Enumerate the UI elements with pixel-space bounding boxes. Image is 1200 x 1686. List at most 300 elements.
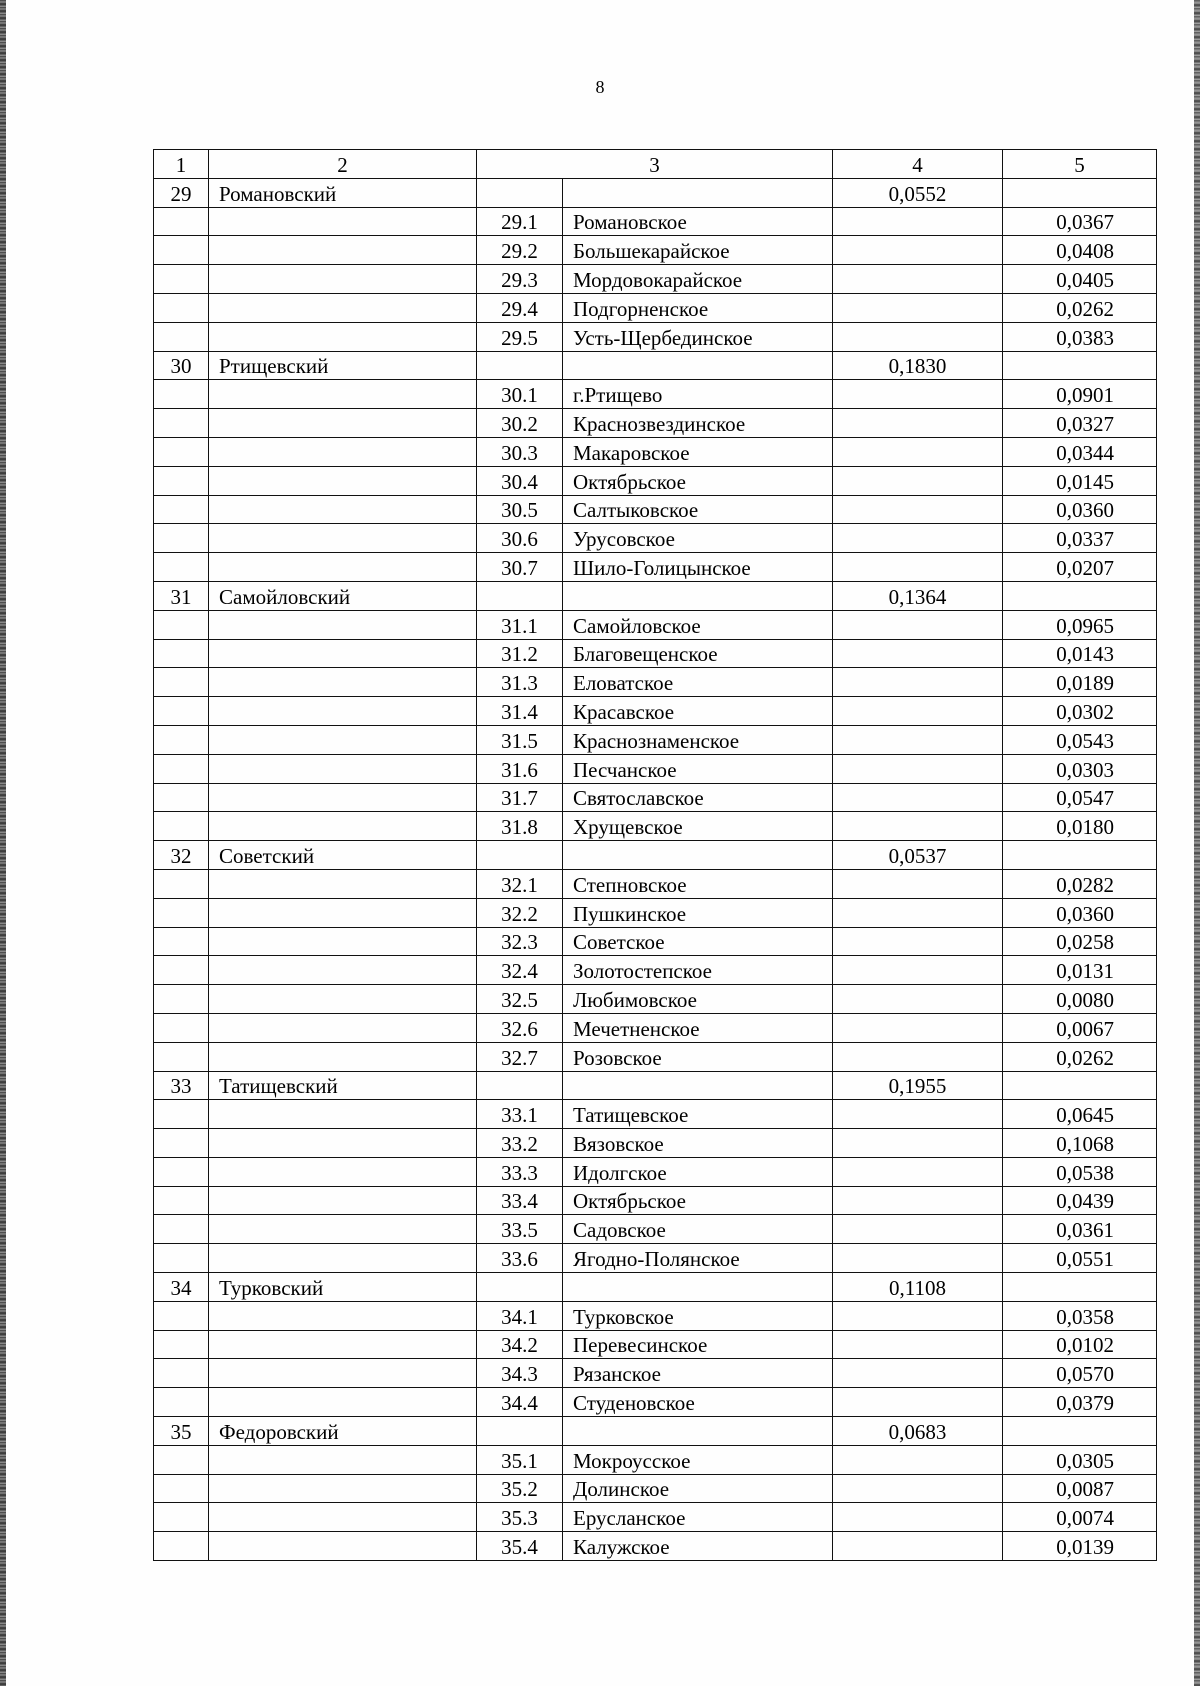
settlement-name: Макаровское — [563, 437, 833, 466]
settlement-code — [477, 178, 563, 207]
district-value — [833, 1100, 1003, 1129]
settlement-value — [1003, 1071, 1157, 1100]
district-number: 33 — [154, 1071, 209, 1100]
settlement-value: 0,0361 — [1003, 1215, 1157, 1244]
district-name: Самойловский — [209, 581, 477, 610]
district-row — [154, 178, 1157, 207]
district-name — [209, 869, 477, 898]
settlement-value: 0,0551 — [1003, 1244, 1157, 1273]
settlement-value: 0,0360 — [1003, 898, 1157, 927]
settlement-code — [477, 1273, 563, 1302]
district-number — [154, 754, 209, 783]
district-row — [154, 581, 1157, 610]
settlement-code: 35.1 — [477, 1445, 563, 1474]
district-value — [833, 927, 1003, 956]
settlement-value: 0,0303 — [1003, 754, 1157, 783]
settlement-name — [563, 1071, 833, 1100]
settlement-row — [154, 754, 1157, 783]
settlement-name: Октябрьское — [563, 466, 833, 495]
header-cell-1: 1 — [154, 150, 209, 179]
settlement-value: 0,0901 — [1003, 380, 1157, 409]
settlement-code: 29.4 — [477, 293, 563, 322]
district-name — [209, 1474, 477, 1503]
district-name: Татищевский — [209, 1071, 477, 1100]
district-value — [833, 1215, 1003, 1244]
settlement-value: 0,0360 — [1003, 495, 1157, 524]
district-number — [154, 927, 209, 956]
settlement-name: Золотостепское — [563, 956, 833, 985]
district-value — [833, 783, 1003, 812]
settlement-name: Подгорненское — [563, 293, 833, 322]
header-cell-2: 2 — [209, 150, 477, 179]
district-number — [154, 1129, 209, 1158]
settlement-value — [1003, 178, 1157, 207]
district-value: 0,0537 — [833, 841, 1003, 870]
district-name — [209, 1042, 477, 1071]
settlement-row — [154, 1301, 1157, 1330]
district-name — [209, 265, 477, 294]
settlement-row — [154, 466, 1157, 495]
settlement-code: 35.3 — [477, 1503, 563, 1532]
settlement-row — [154, 812, 1157, 841]
settlement-code: 32.2 — [477, 898, 563, 927]
district-number — [154, 697, 209, 726]
settlement-row — [154, 1359, 1157, 1388]
settlement-name: Усть-Щербединское — [563, 322, 833, 351]
district-name — [209, 207, 477, 236]
district-name — [209, 898, 477, 927]
settlement-row — [154, 437, 1157, 466]
settlement-value — [1003, 841, 1157, 870]
district-number — [154, 409, 209, 438]
district-name — [209, 1129, 477, 1158]
district-value — [833, 322, 1003, 351]
district-name — [209, 1301, 477, 1330]
settlement-value: 0,0570 — [1003, 1359, 1157, 1388]
settlement-value: 0,0358 — [1003, 1301, 1157, 1330]
district-name — [209, 1215, 477, 1244]
district-number: 35 — [154, 1417, 209, 1446]
settlement-code: 29.5 — [477, 322, 563, 351]
district-value: 0,1108 — [833, 1273, 1003, 1302]
settlement-code: 29.2 — [477, 236, 563, 265]
settlement-name: Урусовское — [563, 524, 833, 553]
settlement-code: 33.1 — [477, 1100, 563, 1129]
district-name: Советский — [209, 841, 477, 870]
settlement-value: 0,0139 — [1003, 1532, 1157, 1561]
settlement-code: 31.4 — [477, 697, 563, 726]
settlement-code: 34.4 — [477, 1388, 563, 1417]
district-name — [209, 1244, 477, 1273]
district-name — [209, 1388, 477, 1417]
settlement-code: 30.6 — [477, 524, 563, 553]
district-number: 29 — [154, 178, 209, 207]
district-value — [833, 1330, 1003, 1359]
settlement-value: 0,0258 — [1003, 927, 1157, 956]
settlement-value: 0,0087 — [1003, 1474, 1157, 1503]
settlement-code: 31.7 — [477, 783, 563, 812]
district-name — [209, 524, 477, 553]
settlement-code: 31.2 — [477, 639, 563, 668]
settlement-name: Перевесинское — [563, 1330, 833, 1359]
district-value — [833, 869, 1003, 898]
settlement-row — [154, 1474, 1157, 1503]
settlement-name: Идолгское — [563, 1157, 833, 1186]
settlement-row — [154, 293, 1157, 322]
district-value — [833, 466, 1003, 495]
settlement-name: Мечетненское — [563, 1013, 833, 1042]
settlement-row — [154, 639, 1157, 668]
district-name — [209, 1013, 477, 1042]
settlement-row — [154, 553, 1157, 582]
district-value — [833, 1445, 1003, 1474]
district-value — [833, 380, 1003, 409]
district-name: Турковский — [209, 1273, 477, 1302]
district-value — [833, 725, 1003, 754]
settlement-name — [563, 581, 833, 610]
settlement-name: Песчанское — [563, 754, 833, 783]
district-value — [833, 668, 1003, 697]
settlement-row — [154, 668, 1157, 697]
settlement-value: 0,0305 — [1003, 1445, 1157, 1474]
settlement-code: 32.3 — [477, 927, 563, 956]
settlement-row — [154, 985, 1157, 1014]
district-value — [833, 1013, 1003, 1042]
settlement-code: 31.8 — [477, 812, 563, 841]
settlement-name: Советское — [563, 927, 833, 956]
district-name — [209, 697, 477, 726]
settlement-name: Рязанское — [563, 1359, 833, 1388]
settlement-code: 33.2 — [477, 1129, 563, 1158]
settlement-value: 0,0143 — [1003, 639, 1157, 668]
settlement-value — [1003, 581, 1157, 610]
settlement-name: Хрущевское — [563, 812, 833, 841]
settlement-name — [563, 1273, 833, 1302]
district-name — [209, 956, 477, 985]
district-number — [154, 437, 209, 466]
district-row — [154, 1273, 1157, 1302]
district-name: Романовский — [209, 178, 477, 207]
district-name — [209, 437, 477, 466]
settlement-name: Благовещенское — [563, 639, 833, 668]
district-name — [209, 236, 477, 265]
district-number — [154, 1100, 209, 1129]
settlement-name: Еловатское — [563, 668, 833, 697]
settlement-value: 0,0405 — [1003, 265, 1157, 294]
settlement-code: 35.2 — [477, 1474, 563, 1503]
district-value — [833, 1186, 1003, 1215]
district-name — [209, 668, 477, 697]
settlement-row — [154, 956, 1157, 985]
district-name — [209, 1330, 477, 1359]
settlement-code: 34.3 — [477, 1359, 563, 1388]
district-number — [154, 668, 209, 697]
settlement-name: Шило-Голицынское — [563, 553, 833, 582]
settlement-row — [154, 1100, 1157, 1129]
settlement-value: 0,1068 — [1003, 1129, 1157, 1158]
settlement-value: 0,0067 — [1003, 1013, 1157, 1042]
district-number — [154, 725, 209, 754]
settlement-code: 31.6 — [477, 754, 563, 783]
district-number — [154, 1042, 209, 1071]
settlement-code: 29.1 — [477, 207, 563, 236]
settlement-code: 30.4 — [477, 466, 563, 495]
settlement-name: Октябрьское — [563, 1186, 833, 1215]
settlement-name: Красавское — [563, 697, 833, 726]
district-value: 0,1830 — [833, 351, 1003, 380]
settlement-name: г.Ртищево — [563, 380, 833, 409]
settlement-row — [154, 236, 1157, 265]
settlement-value: 0,0344 — [1003, 437, 1157, 466]
header-row — [154, 150, 1157, 179]
settlement-row — [154, 1503, 1157, 1532]
settlement-row — [154, 1042, 1157, 1071]
district-value — [833, 293, 1003, 322]
district-value — [833, 812, 1003, 841]
settlement-name — [563, 1417, 833, 1446]
settlement-name: Вязовское — [563, 1129, 833, 1158]
settlement-row — [154, 1129, 1157, 1158]
settlement-value: 0,0302 — [1003, 697, 1157, 726]
district-name — [209, 1445, 477, 1474]
district-number — [154, 553, 209, 582]
district-number: 31 — [154, 581, 209, 610]
district-value — [833, 1244, 1003, 1273]
settlement-value: 0,0379 — [1003, 1388, 1157, 1417]
data-table — [153, 149, 1157, 1561]
district-name — [209, 1532, 477, 1561]
settlement-value — [1003, 1273, 1157, 1302]
district-value: 0,0552 — [833, 178, 1003, 207]
settlement-value: 0,0367 — [1003, 207, 1157, 236]
district-number — [154, 956, 209, 985]
settlement-name: Большекарайское — [563, 236, 833, 265]
settlement-name: Краснознаменское — [563, 725, 833, 754]
settlement-code — [477, 1071, 563, 1100]
settlement-name: Розовское — [563, 1042, 833, 1071]
district-number — [154, 1474, 209, 1503]
district-row — [154, 1071, 1157, 1100]
settlement-value: 0,0439 — [1003, 1186, 1157, 1215]
settlement-code: 34.1 — [477, 1301, 563, 1330]
settlement-value: 0,0408 — [1003, 236, 1157, 265]
settlement-value — [1003, 1417, 1157, 1446]
settlement-code — [477, 1417, 563, 1446]
settlement-value: 0,0207 — [1003, 553, 1157, 582]
settlement-name: Святославское — [563, 783, 833, 812]
settlement-row — [154, 869, 1157, 898]
settlement-row — [154, 265, 1157, 294]
district-value — [833, 207, 1003, 236]
district-name — [209, 495, 477, 524]
settlement-row — [154, 495, 1157, 524]
district-name — [209, 725, 477, 754]
district-value — [833, 1474, 1003, 1503]
district-number — [154, 1013, 209, 1042]
settlement-name: Калужское — [563, 1532, 833, 1561]
district-number — [154, 812, 209, 841]
settlement-row — [154, 1244, 1157, 1273]
settlement-name: Турковское — [563, 1301, 833, 1330]
district-number — [154, 207, 209, 236]
settlement-row — [154, 1013, 1157, 1042]
settlement-value: 0,0327 — [1003, 409, 1157, 438]
settlement-row — [154, 1532, 1157, 1561]
settlement-code: 33.3 — [477, 1157, 563, 1186]
district-value — [833, 265, 1003, 294]
district-number — [154, 322, 209, 351]
district-name: Федоровский — [209, 1417, 477, 1446]
district-value: 0,1364 — [833, 581, 1003, 610]
district-name — [209, 927, 477, 956]
district-value — [833, 639, 1003, 668]
district-value — [833, 236, 1003, 265]
settlement-name: Салтыковское — [563, 495, 833, 524]
district-number — [154, 1359, 209, 1388]
settlement-code: 29.3 — [477, 265, 563, 294]
district-row — [154, 1417, 1157, 1446]
district-number — [154, 380, 209, 409]
district-name: Ртищевский — [209, 351, 477, 380]
settlement-row — [154, 927, 1157, 956]
district-value — [833, 524, 1003, 553]
settlement-value: 0,0543 — [1003, 725, 1157, 754]
settlement-name: Долинское — [563, 1474, 833, 1503]
district-number — [154, 1445, 209, 1474]
district-number — [154, 1388, 209, 1417]
settlement-code: 30.5 — [477, 495, 563, 524]
settlement-code — [477, 841, 563, 870]
settlement-value: 0,0645 — [1003, 1100, 1157, 1129]
header-cell-4: 4 — [833, 150, 1003, 179]
settlement-code: 30.7 — [477, 553, 563, 582]
settlement-value: 0,0131 — [1003, 956, 1157, 985]
settlement-code: 33.5 — [477, 1215, 563, 1244]
district-value — [833, 1301, 1003, 1330]
header-cell-3: 3 — [477, 150, 833, 179]
settlement-name: Ерусланское — [563, 1503, 833, 1532]
settlement-code — [477, 351, 563, 380]
settlement-code: 32.6 — [477, 1013, 563, 1042]
settlement-value — [1003, 351, 1157, 380]
settlement-row — [154, 1330, 1157, 1359]
district-value — [833, 697, 1003, 726]
settlement-name: Любимовское — [563, 985, 833, 1014]
district-number — [154, 265, 209, 294]
district-number — [154, 898, 209, 927]
district-number — [154, 1532, 209, 1561]
scan-edge-right — [1194, 0, 1200, 1686]
settlement-code: 34.2 — [477, 1330, 563, 1359]
settlement-value: 0,0102 — [1003, 1330, 1157, 1359]
district-number — [154, 1330, 209, 1359]
settlement-code: 33.6 — [477, 1244, 563, 1273]
settlement-name: Мокроусское — [563, 1445, 833, 1474]
district-number — [154, 1215, 209, 1244]
settlement-value: 0,0074 — [1003, 1503, 1157, 1532]
district-name — [209, 1186, 477, 1215]
district-value — [833, 956, 1003, 985]
settlement-value: 0,0547 — [1003, 783, 1157, 812]
settlement-row — [154, 380, 1157, 409]
settlement-code: 31.1 — [477, 610, 563, 639]
district-name — [209, 985, 477, 1014]
settlement-row — [154, 207, 1157, 236]
district-name — [209, 1100, 477, 1129]
district-value — [833, 1157, 1003, 1186]
settlement-name — [563, 351, 833, 380]
district-name — [209, 812, 477, 841]
district-number: 34 — [154, 1273, 209, 1302]
district-number — [154, 236, 209, 265]
district-number — [154, 1157, 209, 1186]
district-number: 32 — [154, 841, 209, 870]
settlement-value: 0,0189 — [1003, 668, 1157, 697]
district-value: 0,0683 — [833, 1417, 1003, 1446]
district-value — [833, 1129, 1003, 1158]
settlement-value: 0,0965 — [1003, 610, 1157, 639]
district-value — [833, 1388, 1003, 1417]
district-name — [209, 553, 477, 582]
district-value — [833, 754, 1003, 783]
settlement-value: 0,0282 — [1003, 869, 1157, 898]
settlement-code: 35.4 — [477, 1532, 563, 1561]
district-number — [154, 985, 209, 1014]
page-number: 8 — [595, 77, 605, 97]
settlement-value: 0,0145 — [1003, 466, 1157, 495]
district-name — [209, 409, 477, 438]
settlement-code: 32.7 — [477, 1042, 563, 1071]
settlement-value: 0,0080 — [1003, 985, 1157, 1014]
district-number — [154, 1244, 209, 1273]
settlement-code: 32.5 — [477, 985, 563, 1014]
settlement-name: Степновское — [563, 869, 833, 898]
settlement-code: 32.1 — [477, 869, 563, 898]
settlement-name — [563, 178, 833, 207]
district-name — [209, 1503, 477, 1532]
district-value — [833, 610, 1003, 639]
district-name — [209, 293, 477, 322]
settlement-name: Мордовокарайское — [563, 265, 833, 294]
settlement-row — [154, 610, 1157, 639]
settlement-value: 0,0337 — [1003, 524, 1157, 553]
district-value — [833, 1532, 1003, 1561]
settlement-code: 30.2 — [477, 409, 563, 438]
district-number — [154, 1503, 209, 1532]
scan-edge-left — [0, 0, 6, 1686]
district-value — [833, 1042, 1003, 1071]
district-value: 0,1955 — [833, 1071, 1003, 1100]
settlement-row — [154, 697, 1157, 726]
district-number — [154, 610, 209, 639]
district-name — [209, 1157, 477, 1186]
district-value — [833, 437, 1003, 466]
settlement-row — [154, 322, 1157, 351]
settlement-name: Татищевское — [563, 1100, 833, 1129]
district-name — [209, 610, 477, 639]
district-row — [154, 351, 1157, 380]
table-body — [154, 150, 1157, 1561]
settlement-code: 31.5 — [477, 725, 563, 754]
district-value — [833, 495, 1003, 524]
district-value — [833, 553, 1003, 582]
settlement-row — [154, 409, 1157, 438]
settlement-code: 30.1 — [477, 380, 563, 409]
district-name — [209, 639, 477, 668]
settlement-row — [154, 524, 1157, 553]
settlement-name: Пушкинское — [563, 898, 833, 927]
settlement-code: 33.4 — [477, 1186, 563, 1215]
